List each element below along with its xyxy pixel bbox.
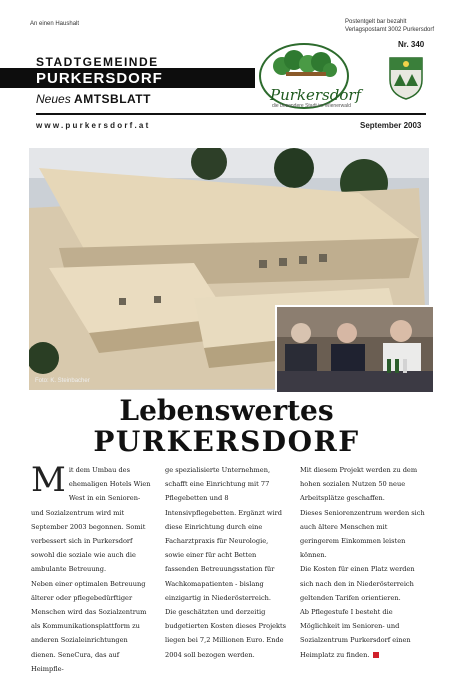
logo-tagline: die besondere Stadt im Wienerwald bbox=[272, 103, 351, 109]
postage-line: Postentgelt bar bezahlt bbox=[345, 19, 407, 25]
masthead-gemeinde: STADTGEMEINDE bbox=[36, 55, 159, 69]
masthead-subtitle bbox=[36, 92, 151, 106]
article-final-text: Ab Pflegestufe I besteht die Möglichkeit im Senioren- und Sozialzentrum Purkersdorf einen Heimplatz zu finden. bbox=[300, 608, 411, 659]
article-paragraph: ge spezialisierte Unternehmen, schafft eine Einrichtung mit 77 Pflegebetten und 8 Intensivpflegebetten. Ergänzt wird diese Einrichtung durch eine Facharztpraxis für Neurologie, sowie einer für acht Betten fassenden Betreuungsstation für Wachkomapatienten - bislang einzigartig in Niederösterreich. bbox=[165, 466, 282, 602]
article-column-3 bbox=[300, 463, 428, 662]
addressee-line: An einen Haushalt bbox=[30, 21, 80, 27]
headline-line-1: Lebenswertes bbox=[119, 394, 334, 427]
issue-date: September 2003 bbox=[360, 121, 422, 130]
article-column-1 bbox=[31, 460, 153, 676]
article-paragraph: Dieses Seniorenzentrum werden sich auch ältere Menschen mit geringerem Einkommen leisten können. bbox=[300, 508, 425, 560]
masthead-rule bbox=[36, 113, 426, 115]
website-link[interactable]: www.purkersdorf.at bbox=[36, 121, 151, 130]
coat-of-arms-icon bbox=[388, 56, 424, 100]
article-paragraph: Die geschätzten und derzeitig budgetierten Kosten dieses Projekts liegen bei 7,2 Millionen Euro. Ende 2004 soll bezogen werden. bbox=[165, 608, 287, 659]
end-of-article-icon bbox=[373, 652, 379, 658]
logo-wordmark: Purkersdorf bbox=[270, 86, 362, 104]
photo-credit: Foto: K. Steinbacher bbox=[35, 378, 90, 384]
headline-line-2: PURKERSDORF bbox=[93, 425, 360, 458]
press-conference-photo bbox=[275, 305, 433, 392]
masthead-prefix: Neues bbox=[36, 92, 71, 106]
masthead-blatt: AMTSBLATT bbox=[74, 92, 151, 106]
article-paragraph: it dem Umbau des ehemaligen Hotels Wien West in ein Senioren- und Sozialzentrum wird mit September 2003 begonnen. Somit verbessert sich in Purkersdorf sowohl die soziale wie auch die ambulante Betreuung. bbox=[31, 466, 151, 574]
article-paragraph: Neben einer optimalen Betreuung älterer oder pflegebedürftiger Menschen wird das Sozialzentrum als Kommunikationsplattform zu anderen Sozialeinrichtungen dienen. SeneCura, das auf Heimpfle- bbox=[31, 579, 147, 673]
article-paragraph bbox=[300, 605, 428, 662]
issue-number: Nr. 340 bbox=[398, 40, 425, 49]
article-paragraph: Mit diesem Projekt werden zu dem hohen sozialen Nutzen 50 neue Arbeitsplätze geschaffen. bbox=[300, 466, 418, 503]
post-office-line: Verlagspostamt 3002 Purkersdorf bbox=[345, 27, 435, 33]
article-paragraph: Die Kosten für einen Platz werden sich nach den in Niederösterreich geltenden Tarifen orientieren. bbox=[300, 565, 415, 602]
article-column-2 bbox=[165, 463, 287, 662]
masthead-name: PURKERSDORF bbox=[36, 70, 163, 87]
drop-cap: M bbox=[31, 460, 66, 500]
